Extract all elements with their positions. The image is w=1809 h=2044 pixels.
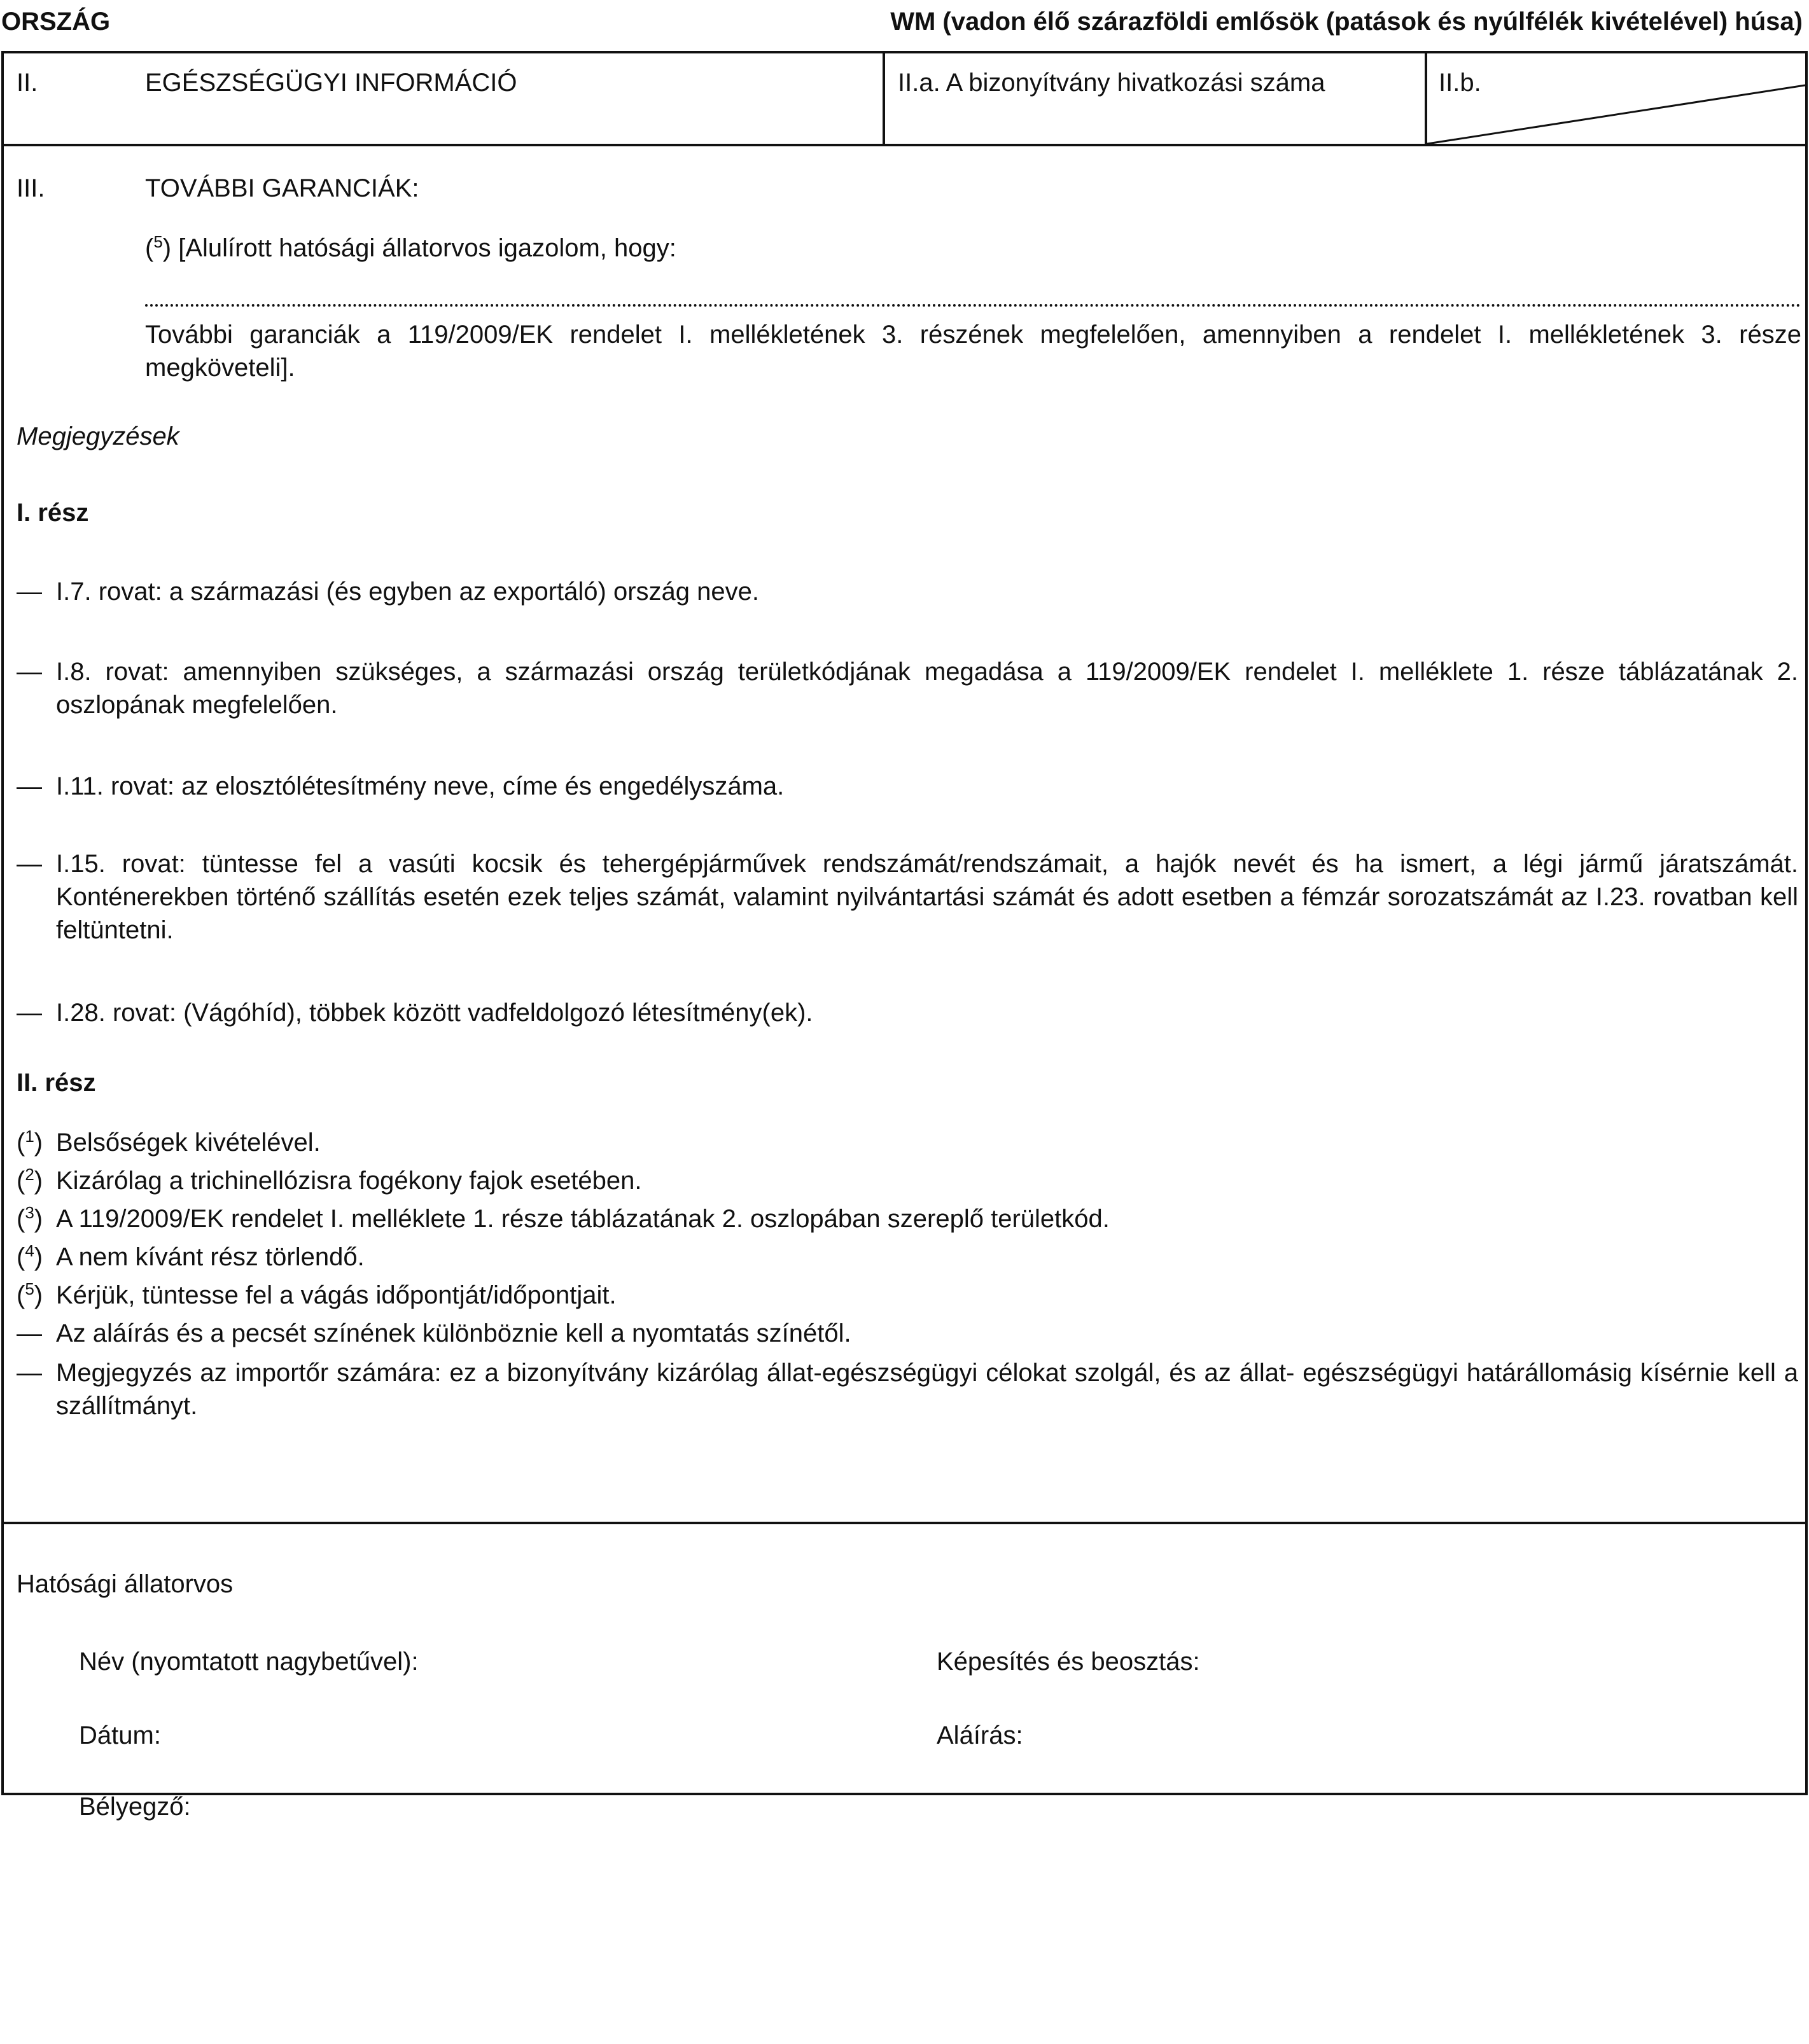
section-iii-number: III. [17,174,45,202]
dash-mark: — [17,1359,42,1387]
footnote-marker: ($^3$) [17,1203,43,1233]
section-ii-header-row [4,53,1805,146]
footnote-text: Kizárólag a trichinellózisra fogékony fajok esetében. [56,1167,642,1195]
footnote-marker: ($^5$) [17,1279,43,1309]
dash-mark: — [17,850,42,878]
qualification-label: Képesítés és beosztás: [937,1648,1200,1676]
official-veterinarian-title: Hatósági állatorvos [17,1570,234,1598]
commodity-title: WM (vadon élő szárazföldi emlősök (patások és nyúlfélék kivételével) húsa) [890,8,1803,36]
section-ii-title: EGÉSZSÉGÜGYI INFORMÁCIÓ [145,69,517,97]
note-text: I.11. rovat: az elosztólétesítmény neve, címe és engedélyszáma. [56,772,785,800]
section-iib-cell [1427,53,1805,144]
dash-mark: — [17,578,42,606]
diagonal-strike-line [1427,53,1805,144]
reference-number-label: II.a. A bizonyítvány hivatkozási száma [898,69,1325,97]
page-header [0,5,1809,43]
dash-mark: — [17,1319,42,1347]
dotted-fill-line [145,304,1801,307]
note-text: I.28. rovat: (Vágóhíd), többek között vadfeldolgozó létesítmény(ek). [56,999,813,1027]
reference-number-cell [885,53,1427,144]
footnote-number: 2 [25,1165,34,1184]
notes-heading: Megjegyzések [17,422,179,450]
dash-mark: — [17,999,42,1027]
country-label: ORSZÁG [1,8,111,36]
guarantee-intro: ($^5$) [Alulírott hatósági állatorvos igazolom, hogy: [145,232,676,262]
additional-guarantees-text: További garanciák a 119/2009/EK rendelet I. mellékletének 3. részének megfelelően, amennyiben a rendelet I. mellékletének 3. része megköveteli]. [145,321,1801,382]
guarantee-intro-text: [Alulírott hatósági állatorvos igazolom, hogy: [178,234,676,262]
footnote-ref-5: 5 [153,232,163,251]
section-iib-label: II.b. [1439,69,1481,97]
certificate-frame [1,51,1808,1821]
signature-section [4,1524,1805,1821]
note-text: I.15. rovat: tüntesse fel a vasúti kocsik és tehergépjárművek rendszámát/rendszámait, a hajók nevét és ha ismert, a légi jármű járatszámát. Konténerekben történő szállítás esetén ezek teljes számát, valamint nyilvántartási számát és adott esetben a fémzár sorozatszámát az I.23. rovatban kell feltüntetni. [56,850,1798,944]
footnote-number: 3 [25,1203,34,1222]
section-ii-title-cell [4,53,885,144]
dash-mark: — [17,658,42,686]
section-ii-number: II. [17,69,38,97]
note-text: I.8. rovat: amennyiben szükséges, a származási ország területkódjának megadása a 119/2009/EK rendelet I. melléklete 1. része táblázatának 2. oszlopának megfelelően. [56,658,1798,719]
footnote-marker: ($^1$) [17,1127,43,1157]
signature-label: Aláírás: [937,1721,1023,1749]
footnote-number: 4 [25,1241,34,1260]
footnote-number: 1 [25,1127,34,1146]
footnote-text: A nem kívánt rész törlendő. [56,1243,365,1271]
footnote-text: Kérjük, tüntesse fel a vágás időpontját/időpontjait. [56,1281,617,1309]
footnote-number: 5 [25,1279,34,1298]
footnote-text: Belsőségek kivételével. [56,1129,321,1157]
dash-mark: — [17,772,42,800]
name-label: Név (nyomtatott nagybetűvel): [79,1648,419,1676]
note-text: Megjegyzés az importőr számára: ez a bizonyítvány kizárólag állat-egészségügyi célokat szolgál, és az állat- egészségügyi határállomásig kísérnie kell a szállítmányt. [56,1359,1798,1420]
footnote-text: A 119/2009/EK rendelet I. melléklete 1. része táblázatának 2. oszlopában szereplő területkód. [56,1205,1110,1233]
note-text: I.7. rovat: a származási (és egyben az exportáló) ország neve. [56,578,759,606]
section-iii-title: TOVÁBBI GARANCIÁK: [145,174,419,202]
date-label: Dátum: [79,1721,161,1749]
part-i-heading: I. rész [17,499,89,527]
part-ii-heading: II. rész [17,1069,96,1097]
guarantees-and-notes-section [4,146,1805,1524]
note-text: Az aláírás és a pecsét színének különböznie kell a nyomtatás színétől. [56,1319,851,1347]
footnote-marker: ($^4$) [17,1241,43,1271]
footnote-marker: ($^2$) [17,1165,43,1195]
stamp-label: Bélyegző: [79,1793,191,1821]
